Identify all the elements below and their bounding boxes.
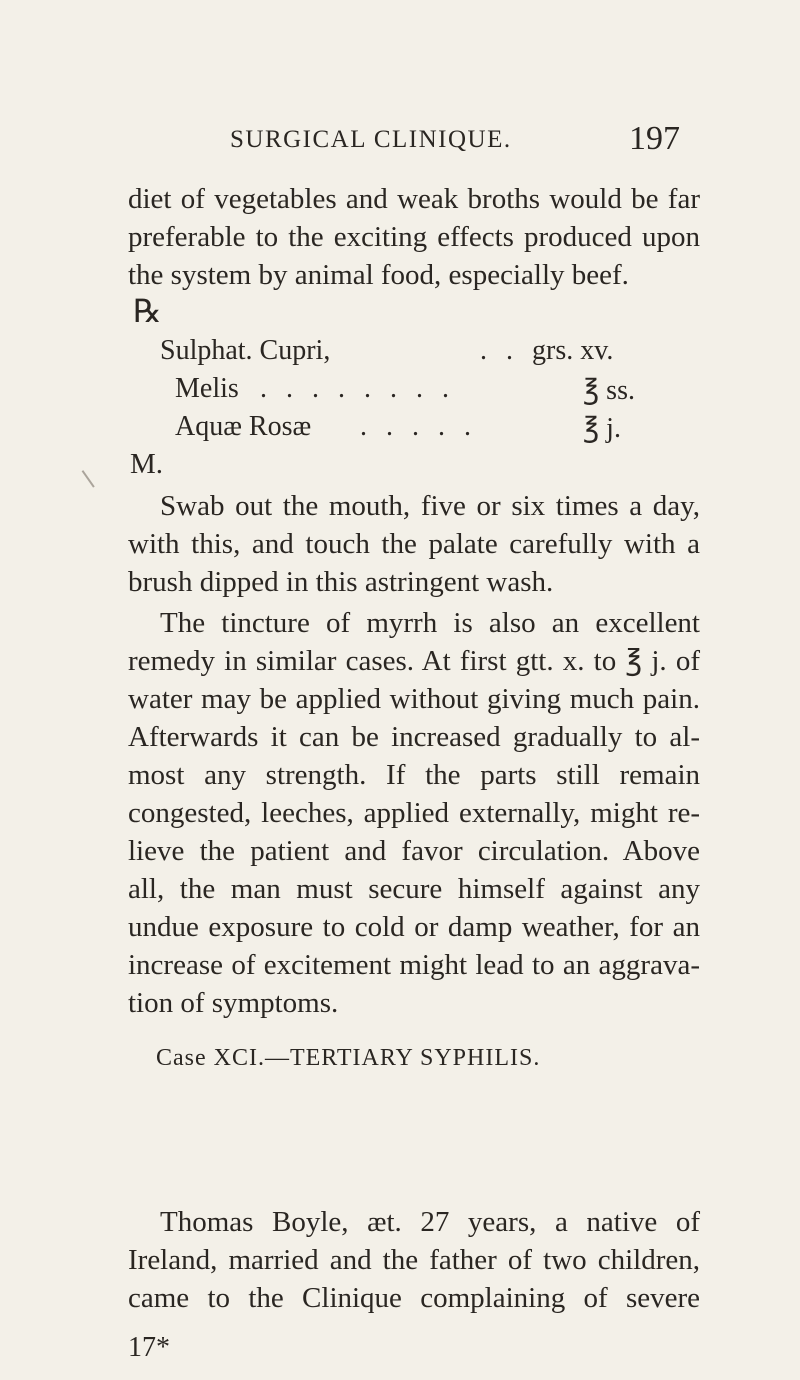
text-line: Afterwards it can be increased gradually to al- <box>128 721 700 753</box>
text-line: congested, leeches, applied externally, might re- <box>128 797 700 829</box>
leader-dots: . . . . . . . . <box>260 373 455 404</box>
text-line: lieve the patient and favor circulation. Above <box>128 835 700 867</box>
prescription-item <box>160 335 660 369</box>
signature-mark: 17* <box>128 1332 170 1363</box>
text-line: came to the Clinique complaining of severe <box>128 1282 700 1314</box>
prescription-sign: M. <box>130 448 164 480</box>
text-line: Thomas Boyle, æt. 27 years, a native of <box>160 1206 700 1238</box>
text-line: Swab out the mouth, five or six times a day, <box>160 490 700 522</box>
ingredient-quantity: ℥ j. <box>583 413 621 444</box>
recipe-symbol: ℞ <box>133 293 162 329</box>
leader-dots: . . <box>480 335 519 366</box>
ingredient-quantity: grs. xv. <box>532 335 614 366</box>
running-head: SURGICAL CLINIQUE. <box>230 126 512 153</box>
text-line: most any strength. If the parts still remain <box>128 759 700 791</box>
prescription-item <box>175 411 660 445</box>
prescription-item <box>175 373 660 407</box>
ingredient-name: Aquæ Rosæ <box>175 411 312 442</box>
ingredient-quantity: ℥ ss. <box>583 375 635 406</box>
text-line: Ireland, married and the father of two children, <box>128 1244 700 1276</box>
text-line: brush dipped in this astringent wash. <box>128 566 554 598</box>
text-line: diet of vegetables and weak broths would be far <box>128 183 700 215</box>
case-heading: Case XCI.—TERTIARY SYPHILIS. <box>156 1045 541 1071</box>
text-line: tion of symptoms. <box>128 987 339 1019</box>
page-header <box>230 120 680 160</box>
text-line: water may be applied without giving much pain. <box>128 683 700 715</box>
leader-dots: . . . . . <box>360 411 477 442</box>
text-line: The tincture of myrrh is also an excellent <box>160 607 700 639</box>
text-line: undue exposure to cold or damp weather, for an <box>128 911 700 943</box>
page-number: 197 <box>629 120 680 157</box>
text-line: the system by animal food, especially beef. <box>128 259 629 291</box>
text-line: with this, and touch the palate carefully with a <box>128 528 700 560</box>
ingredient-name: Melis <box>175 373 239 404</box>
ink-mark <box>82 456 115 487</box>
text-line: remedy in similar cases. At first gtt. x. to ℥ j. of <box>128 645 700 677</box>
text-line: preferable to the exciting effects produced upon <box>128 221 700 253</box>
ingredient-name: Sulphat. Cupri, <box>160 335 331 366</box>
text-line: increase of excitement might lead to an aggrava- <box>128 949 700 981</box>
text-line: all, the man must secure himself against any <box>128 873 700 905</box>
